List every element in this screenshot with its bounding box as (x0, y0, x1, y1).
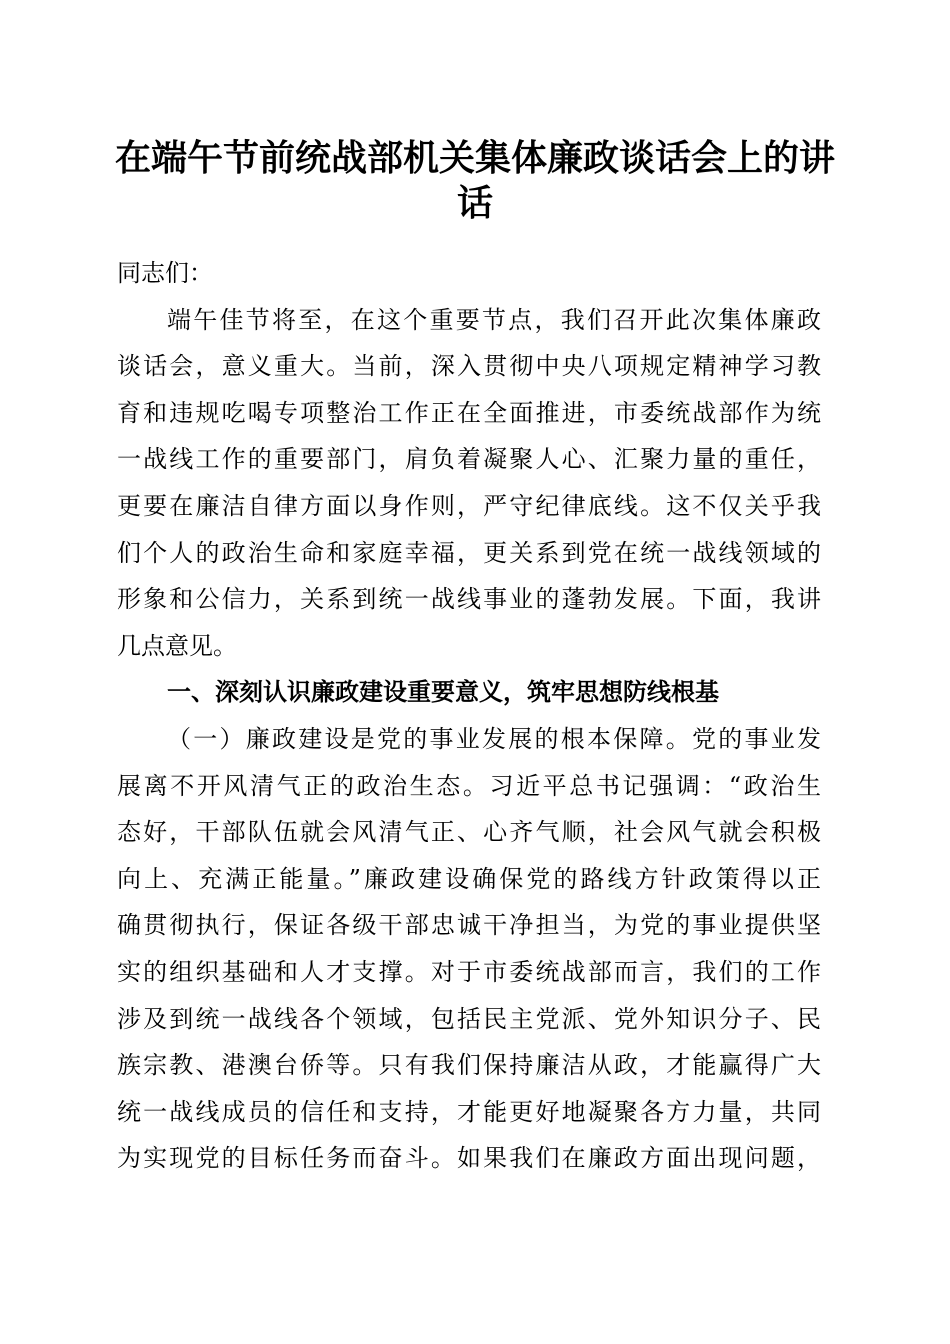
title-line-1: 在端午节前统战部机关集体廉政谈话会上的讲 (114, 137, 835, 179)
text-line: 为实现党的目标任务而奋斗。如果我们在廉政方面出现问题， (117, 1144, 821, 1173)
text-line: 几点意见。 (117, 631, 237, 660)
text-line: 族宗教、港澳台侨等。只有我们保持廉洁从政，才能赢得广大 (117, 1051, 821, 1080)
text-line: 实的组织基础和人才支撑。对于市委统战部而言，我们的工作 (117, 957, 821, 986)
paragraph-2 (117, 716, 821, 1182)
text-line: 态好，干部队伍就会风清气正、心齐气顺，社会风气就会积极 (117, 818, 821, 847)
text-line: 一战线工作的重要部门，肩负着凝聚人心、汇聚力量的重任， (117, 445, 821, 474)
text-line: 涉及到统一战线各个领域，包括民主党派、党外知识分子、民 (117, 1004, 821, 1033)
text-line: （一）廉政建设是党的事业发展的根本保障。党的事业发 (167, 724, 821, 753)
text-line: 育和违规吃喝专项整治工作正在全面推进，市委统战部作为统 (117, 398, 821, 427)
section-heading-1: 一、深刻认识廉政建设重要意义，筑牢思想防线根基 (167, 677, 719, 707)
salutation: 同志们： (117, 259, 213, 287)
text-line: 向上、充满正能量。”廉政建设确保党的路线方针政策得以正 (117, 864, 821, 893)
title-line-2: 话 (456, 182, 493, 224)
text-line: 统一战线成员的信任和支持，才能更好地凝聚各方力量，共同 (117, 1097, 821, 1126)
text-line: 展离不开风清气正的政治生态。习近平总书记强调：“政治生 (117, 771, 821, 800)
paragraph-1 (117, 297, 821, 670)
text-line: 谈话会，意义重大。当前，深入贯彻中央八项规定精神学习教 (117, 352, 821, 381)
text-line: 端午佳节将至，在这个重要节点，我们召开此次集体廉政 (167, 305, 821, 334)
document-body (117, 250, 821, 1182)
text-line: 更要在廉洁自律方面以身作则，严守纪律底线。这不仅关乎我 (117, 491, 821, 520)
text-line: 确贯彻执行，保证各级干部忠诚干净担当，为党的事业提供坚 (117, 911, 821, 940)
document-title (110, 136, 840, 226)
text-line: 形象和公信力，关系到统一战线事业的蓬勃发展。下面，我讲 (117, 585, 821, 614)
text-line: 们个人的政治生命和家庭幸福，更关系到党在统一战线领域的 (117, 538, 821, 567)
